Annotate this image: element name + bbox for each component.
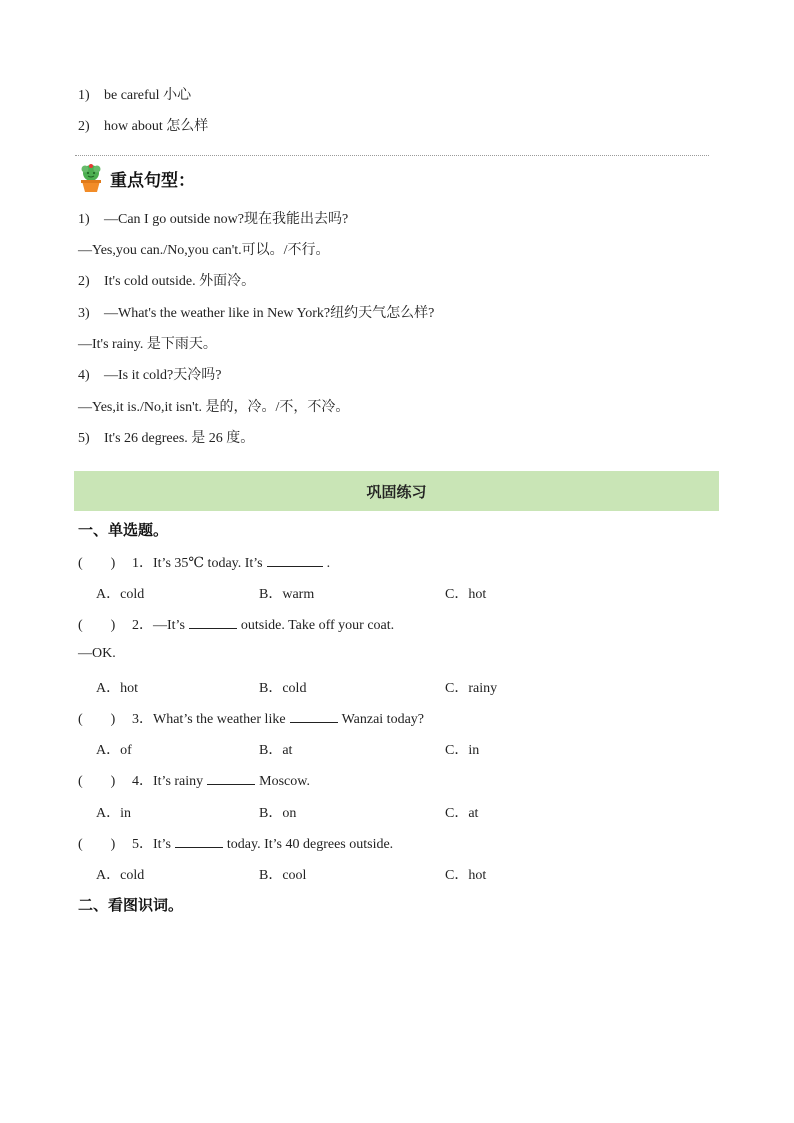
sentence-text: —What's the weather like in New York?纽约天气怎么样? — [104, 306, 435, 321]
sentence-number: 5) — [78, 431, 90, 446]
sentence-text: —Yes,it is./No,it isn't. 是的，冷。/不，不冷。 — [78, 400, 350, 415]
sentence-number: 3) — [78, 306, 90, 321]
option-b[interactable]: B．at — [259, 743, 293, 758]
phrase-text: how about 怎么样 — [104, 119, 209, 134]
option-c[interactable]: C．hot — [445, 587, 487, 602]
option-c[interactable]: C．in — [445, 743, 480, 758]
key-sentences-title: 重点句型： — [110, 170, 195, 191]
sentence-line — [78, 208, 348, 228]
option-c[interactable]: C．rainy — [445, 681, 498, 696]
question-4 — [78, 770, 310, 790]
answer-blank[interactable] — [189, 627, 237, 629]
question-2-response: —OK. — [78, 646, 116, 661]
answer-paren[interactable]: ( ) — [78, 556, 116, 571]
sentence-text: —Yes,you can./No,you can't.可以。/不行。 — [78, 243, 330, 258]
answer-paren[interactable]: ( ) — [78, 712, 116, 727]
practice-banner-title: 巩固练习 — [366, 482, 427, 501]
answer-paren[interactable]: ( ) — [78, 837, 116, 852]
answer-blank[interactable] — [290, 721, 338, 723]
sentence-number: 4) — [78, 368, 90, 383]
option-c[interactable]: C．hot — [445, 868, 487, 883]
option-c[interactable]: C．at — [445, 806, 479, 821]
phrase-number: 1) — [78, 88, 90, 103]
question-text: 3．What’s the weather like — [132, 712, 286, 727]
question-text: 5．It’s — [132, 837, 171, 852]
question-text: 4．It’s rainy — [132, 774, 204, 789]
option-a[interactable]: A．in — [96, 806, 131, 821]
sentence-number: 2) — [78, 274, 90, 289]
phrase-line-1 — [78, 84, 191, 104]
question-3 — [78, 708, 424, 728]
section-single-choice: 一、单选题。 — [78, 521, 169, 539]
sentence-line — [78, 396, 349, 416]
sentence-number: 1) — [78, 212, 90, 227]
answer-blank[interactable] — [175, 846, 223, 848]
phrase-line-2 — [78, 115, 208, 135]
practice-banner — [74, 471, 719, 511]
answer-paren[interactable]: ( ) — [78, 774, 116, 789]
option-a[interactable]: A．cold — [96, 868, 145, 883]
sentence-text: —It's rainy. 是下雨天。 — [78, 337, 217, 352]
sentence-line — [78, 364, 221, 384]
sentence-line — [78, 302, 434, 322]
dotted-divider — [75, 155, 709, 156]
phrase-number: 2) — [78, 119, 90, 134]
option-b[interactable]: B．cold — [259, 681, 307, 696]
option-a[interactable]: A．of — [96, 743, 132, 758]
sentence-text: —Can I go outside now?现在我能出去吗? — [104, 212, 349, 227]
answer-blank[interactable] — [267, 565, 323, 567]
option-b[interactable]: B．on — [259, 806, 297, 821]
option-a[interactable]: A．hot — [96, 681, 138, 696]
question-text-after: outside. Take off your coat. — [240, 618, 395, 633]
question-5 — [78, 833, 393, 853]
answer-blank[interactable] — [207, 783, 255, 785]
cactus-pot-icon — [78, 163, 104, 193]
option-b[interactable]: B．warm — [259, 587, 315, 602]
sentence-line — [78, 239, 330, 259]
answer-paren[interactable]: ( ) — [78, 618, 116, 633]
question-text-after: Wanzai today? — [341, 712, 425, 727]
sentence-line — [78, 333, 217, 353]
sentence-line — [78, 427, 254, 447]
question-1 — [78, 552, 330, 572]
question-text-after: today. It’s 40 degrees outside. — [226, 837, 394, 852]
question-text-after: . — [326, 556, 331, 571]
sentence-text: It's cold outside. 外面冷。 — [104, 274, 256, 289]
sentence-text: It's 26 degrees. 是 26 度。 — [104, 431, 255, 446]
sentence-line — [78, 270, 255, 290]
option-a[interactable]: A．cold — [96, 587, 145, 602]
phrase-text: be careful 小心 — [104, 88, 192, 103]
key-sentences-heading — [78, 162, 195, 194]
question-2 — [78, 614, 394, 634]
sentence-text: —Is it cold?天冷吗? — [104, 368, 222, 383]
option-b[interactable]: B．cool — [259, 868, 307, 883]
question-text-after: Moscow. — [259, 774, 310, 789]
question-text: 2．—It’s — [132, 618, 185, 633]
question-text: 1．It’s 35℃ today. It’s — [132, 556, 263, 571]
section-picture-words: 二、看图识词。 — [78, 896, 184, 914]
